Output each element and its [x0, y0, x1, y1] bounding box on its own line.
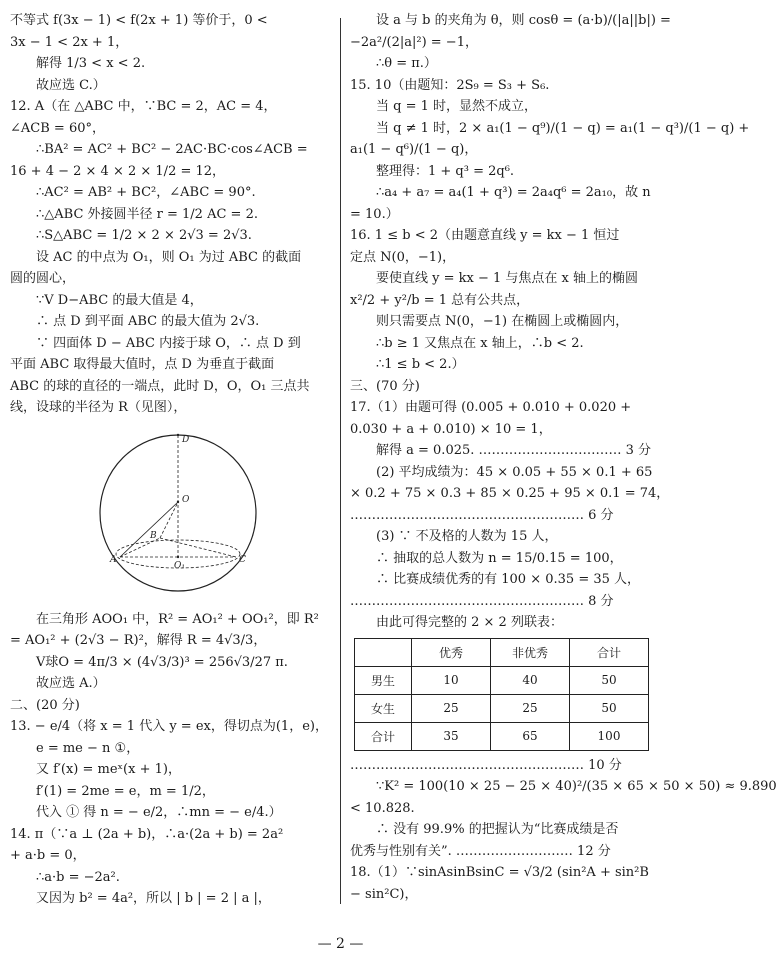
column-divider	[340, 18, 341, 904]
text-line: 12. A（在 △ABC 中，∵BC = 2，AC = 4，	[10, 99, 277, 114]
page-number: — 2 —	[317, 936, 364, 952]
text-line: ABC 的球的直径的一端点，此时 D，O，O₁ 三点共	[10, 378, 310, 394]
text-line: ∴ 抽取的总人数为 n = 15/0.15 = 100，	[376, 550, 623, 566]
text-line: 要使直线 y = kx − 1 与焦点在 x 轴上的椭圆	[376, 271, 638, 286]
left-column	[10, 10, 332, 910]
text-line: 线，设球的半径为 R（见图），	[10, 400, 187, 415]
text-line: f′(1) = 2me = e，m = 1/2，	[36, 783, 215, 799]
text-line: 3x − 1 < 2x + 1，	[10, 34, 129, 50]
table-cell: 50	[570, 666, 649, 694]
sphere-figure	[10, 419, 332, 609]
text-line: ∵ 四面体 D − ABC 内接于球 O，∴ 点 D 到	[36, 335, 301, 351]
table-cell: 10	[412, 666, 491, 694]
text-line: 16. 1 ≤ b < 2（由题意直线 y = kx − 1 恒过	[350, 228, 620, 243]
text-line: ∵V D−ABC 的最大值是 4，	[36, 292, 203, 308]
text-line: 代入 ① 得 n = − e/2，∴mn = − e/4.）	[36, 805, 282, 820]
text-line: 定点 N(0，−1)，	[350, 249, 456, 265]
text-line: 当 q ≠ 1 时，2 × a₁(1 − q⁹)/(1 − q) = a₁(1 − q³)/(1 − q) +	[376, 120, 750, 136]
text-line: 解得 1/3 < x < 2.	[36, 56, 146, 71]
text-line: 0.030 + a + 0.010) × 10 = 1，	[350, 421, 552, 437]
text-line: × 0.2 + 75 × 0.3 + 85 × 0.25 + 95 × 0.1 = 74，	[350, 486, 670, 501]
label-O: O	[182, 494, 190, 505]
text-line: 圆的圆心，	[10, 271, 76, 286]
table-header-row	[355, 638, 649, 666]
text-line: ∴θ = π.）	[376, 56, 437, 71]
text-line: ∴ 点 D 到平面 ABC 的最大值为 2√3.	[36, 314, 260, 329]
table-cell: 65	[491, 722, 570, 750]
text-line: 又 f′(x) = meˣ(x + 1)，	[36, 762, 181, 777]
text-line: (2) 平均成绩为：45 × 0.05 + 55 × 0.1 + 65	[376, 464, 653, 480]
table-cell: 25	[491, 694, 570, 722]
table-cell: 女生	[355, 694, 412, 722]
table-cell: 合计	[570, 638, 649, 666]
text-line: 则只需要点 N(0，−1) 在椭圆上或椭圆内，	[376, 314, 629, 329]
text-line: 18.（1）∵sinAsinBsinC = √3/2 (sin²A + sin²B	[350, 865, 649, 880]
text-line: ∴S△ABC = 1/2 × 2 × 2√3 = 2√3.	[36, 228, 252, 243]
text-line: V球O = 4π/3 × (4√3/3)³ = 256√3/27 π.	[36, 654, 288, 670]
text-line: 平面 ABC 取得最大值时，点 D 为垂直于截面	[10, 357, 275, 372]
text-line: 设 a 与 b 的夹角为 θ，则 cosθ = (a·b)/(|a||b|) =	[376, 13, 671, 28]
sphere-diagram	[98, 422, 258, 602]
text-line: ∠ACB = 60°，	[10, 120, 105, 136]
table-cell: 男生	[355, 666, 412, 694]
text-line: ……………………………………………… 10 分	[350, 757, 622, 773]
text-line: 故应选 C.）	[36, 77, 106, 93]
table-cell	[355, 638, 412, 666]
contingency-table	[354, 638, 649, 751]
text-line: 17.（1）由题可得 (0.005 + 0.010 + 0.020 +	[350, 400, 632, 415]
table-cell: 25	[412, 694, 491, 722]
table-cell: 优秀	[412, 638, 491, 666]
text-line: ∴△ABC 外接圆半径 r = 1/2 AC = 2.	[36, 206, 258, 222]
text-line: 不等式 f(3x − 1) < f(2x + 1) 等价于，0 <	[10, 13, 268, 28]
table-cell: 合计	[355, 722, 412, 750]
text-line: ∴BA² = AC² + BC² − 2AC·BC·cos∠ACB =	[36, 142, 308, 157]
text-line: = 10.）	[350, 206, 399, 222]
label-D: D	[182, 434, 190, 445]
text-line: 优秀与性别有关”. ……………………… 12 分	[350, 843, 611, 859]
text-line: e = me − n ①，	[36, 740, 140, 756]
text-line: ……………………………………………… 6 分	[350, 507, 614, 523]
text-line: 在三角形 AOO₁ 中，R² = AO₁² + OO₁²，即 R²	[36, 611, 319, 627]
table-row	[355, 666, 649, 694]
text-line: −2a²/(2|a|²) = −1，	[350, 34, 478, 50]
text-line: ∴a·b = −2a².	[36, 869, 120, 885]
text-line: ∴ 比赛成绩优秀的有 100 × 0.35 = 35 人，	[376, 572, 641, 587]
text-line: 15. 10（由题知：2S₉ = S₃ + S₆.	[350, 77, 550, 93]
text-line: 13. − e/4（将 x = 1 代入 y = ex，得切点为(1，e)，	[10, 719, 328, 734]
table-cell: 100	[570, 722, 649, 750]
text-line: 14. π（∵a ⊥ (2a + b)，∴a·(2a + b) = 2a²	[10, 826, 284, 842]
table-cell: 40	[491, 666, 570, 694]
text-line: < 10.828.	[350, 800, 415, 816]
label-B: B	[150, 530, 157, 541]
text-line: 整理得：1 + q³ = 2q⁶.	[376, 163, 515, 179]
text-line: 16 + 4 − 2 × 4 × 2 × 1/2 = 12，	[10, 163, 226, 179]
label-A: A	[110, 554, 117, 565]
label-O1: O₁	[174, 560, 185, 571]
text-line: = AO₁² + (2√3 − R)²，解得 R = 4√3/3，	[10, 633, 267, 648]
label-C: C	[239, 554, 246, 565]
text-line: ∴ 没有 99.9% 的把握认为“比赛成绩是否	[376, 822, 619, 837]
text-line: − sin²C)，	[350, 886, 418, 902]
text-line: ∴a₄ + a₇ = a₄(1 + q³) = 2a₄q⁶ = 2a₁₀，故 n	[376, 185, 651, 200]
text-line: 设 AC 的中点为 O₁，则 O₁ 为过 ABC 的截面	[36, 249, 302, 265]
text-line: ∴AC² = AB² + BC²，∠ABC = 90°.	[36, 185, 256, 200]
text-line: ∴1 ≤ b < 2.）	[376, 357, 465, 372]
table-cell: 35	[412, 722, 491, 750]
text-line: a₁(1 − q⁶)/(1 − q)，	[350, 142, 478, 157]
text-line: (3) ∵ 不及格的人数为 15 人，	[376, 529, 558, 544]
text-line: 当 q = 1 时，显然不成立，	[376, 99, 538, 114]
text-line: 三、(70 分)	[350, 378, 420, 394]
text-line: x²/2 + y²/b = 1 总有公共点，	[350, 292, 530, 308]
table-cell: 非优秀	[491, 638, 570, 666]
table-row	[355, 694, 649, 722]
text-line: ∴b ≥ 1 又焦点在 x 轴上，∴b < 2.	[376, 335, 584, 351]
text-line: 解得 a = 0.025. …………………………… 3 分	[376, 443, 652, 458]
text-line: 由此可得完整的 2 × 2 列联表：	[376, 615, 563, 630]
text-line: ……………………………………………… 8 分	[350, 593, 614, 609]
text-line: 故应选 A.）	[36, 676, 106, 691]
right-column	[350, 10, 777, 905]
text-line: + a·b = 0，	[10, 848, 86, 863]
table-row	[355, 722, 649, 750]
text-line: 二、(20 分)	[10, 697, 80, 713]
text-line: ∵K² = 100(10 × 25 − 25 × 40)²/(35 × 65 × 50 × 50) ≈ 9.890	[376, 779, 777, 794]
text-line: 又因为 b² = 4a²，所以 | b | = 2 | a |，	[36, 891, 271, 906]
table-cell: 50	[570, 694, 649, 722]
